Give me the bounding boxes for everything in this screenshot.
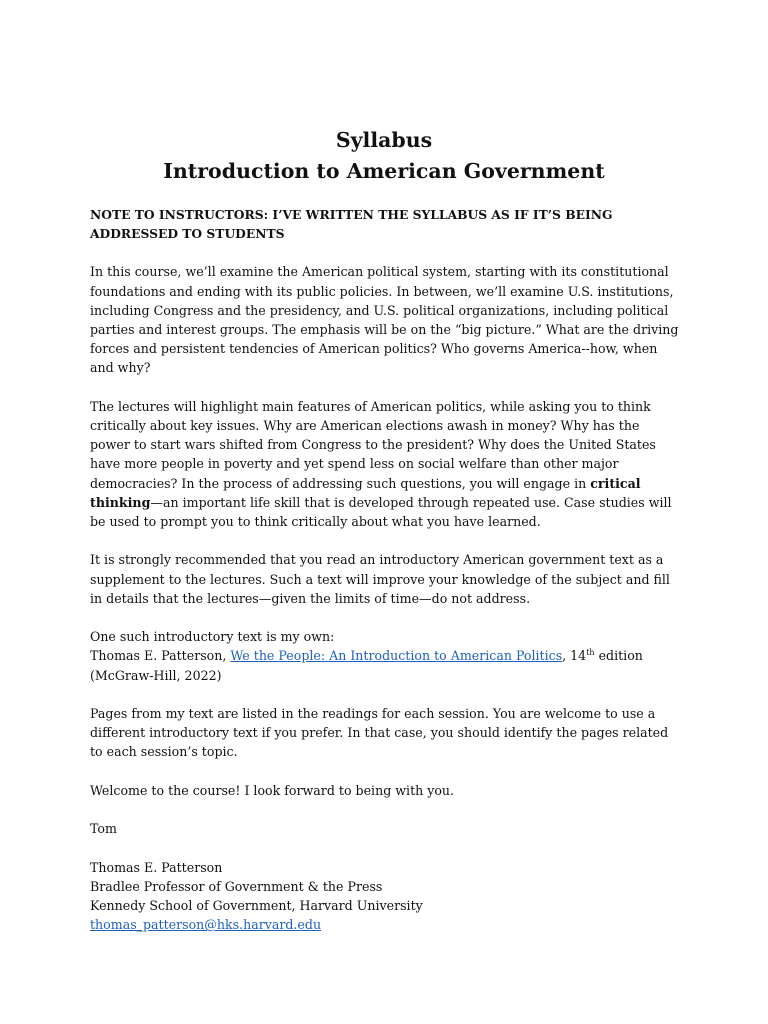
signature-block (90, 858, 680, 935)
title-line-syllabus: Syllabus (335, 128, 433, 152)
signature-school: Kennedy School of Government, Harvard University (90, 898, 423, 913)
email-link[interactable]: thomas_patterson@hks.harvard.edu (90, 917, 322, 933)
paragraph-readings: Pages from my text are listed in the readings for each session. You are welcome to use a different introductory text if you prefer. In that case, you should identify the pages related to each session’s topic. (90, 706, 669, 760)
lectures-text-end: —an important life skill that is developed through repeated use. Case studies will be used to prompt you to think critically about what you have learned. (90, 494, 672, 530)
textbook-edition-pre: , 14 (562, 648, 587, 664)
textbook-link[interactable]: We the People: An Introduction to American Politics (230, 648, 563, 664)
instructor-note: NOTE TO INSTRUCTORS: I’VE WRITTEN THE SYLLABUS AS IF IT’S BEING ADDRESSED TO STUDENTS (90, 207, 613, 242)
edition-superscript: th (586, 648, 595, 658)
paragraph-recommended-text: It is strongly recommended that you read an introductory American government text as a supplement to the lectures. Such a text will improve your knowledge of the subject and fill in details that the lectures—given the limits of time—do not address. (90, 552, 670, 606)
sign-off-name: Tom (90, 821, 117, 837)
paragraph-textbook (90, 627, 680, 685)
textbook-edition-post: edition (McGraw-Hill, 2022) (90, 648, 643, 683)
textbook-author: Thomas E. Patterson, (90, 648, 231, 664)
signature-title: Bradlee Professor of Government & the Press (90, 878, 383, 894)
paragraph-welcome: Welcome to the course! I look forward to being with you. (90, 782, 455, 798)
document-title (0, 125, 768, 187)
paragraph-course-overview: In this course, we’ll examine the American political system, starting with its constitutional foundations and ending with its public policies. In between, we’ll examine U.S. institutions, including Congress and the presidency, and U.S. political organizations, including political parties and interest groups. The emphasis will be on the “big picture.” What are the driving forces and persistent tendencies of American politics? Who governs America--how, when and why? (90, 264, 679, 376)
signature-name: Thomas E. Patterson (90, 859, 223, 875)
paragraph-lectures (90, 397, 680, 531)
lectures-text-start: The lectures will highlight main features of American politics, while asking you to think critically about key issues. Why are American elections awash in money? Why has the power to start wars shifted from Congress to the president? Why does the United States have more people in poverty and yet spend less on social welfare than other major democracies? In the process of addressing such questions, you will engage in (90, 398, 656, 491)
critical-thinking-emphasis: critical thinking (90, 475, 641, 510)
document-body (90, 205, 680, 934)
title-line-course: Introduction to American Government (163, 159, 605, 183)
textbook-intro: One such introductory text is my own: (90, 629, 335, 645)
